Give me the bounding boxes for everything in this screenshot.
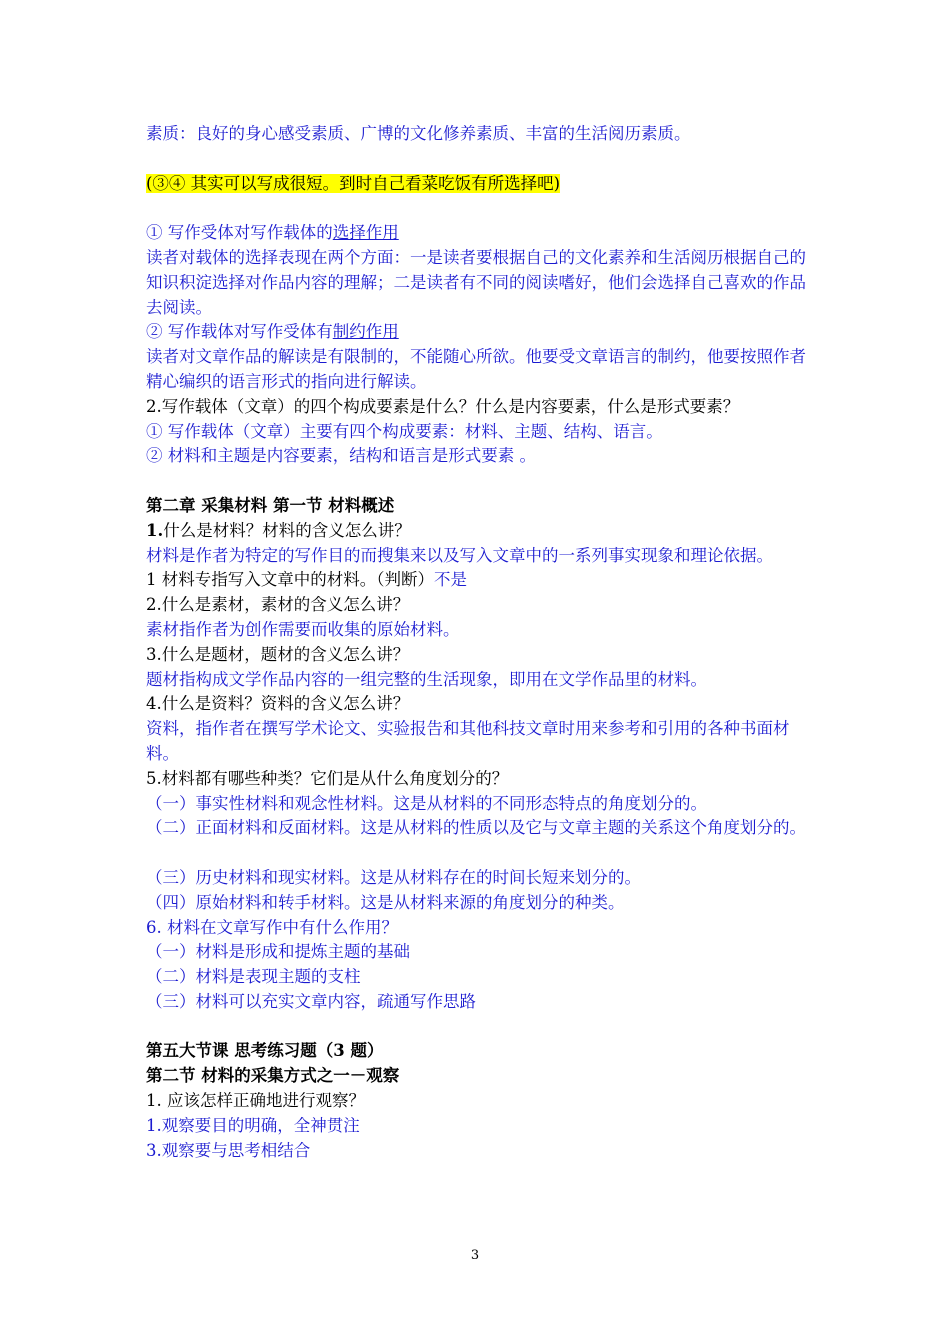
underlined-term: 选择作用 bbox=[332, 223, 399, 243]
question-6: 6. 材料在文章写作中有什么作用？ bbox=[146, 917, 398, 937]
answer-5-item: （一）事实性材料和观念性材料。这是从材料的不同形态特点的角度划分的。 bbox=[146, 793, 707, 813]
question-text: 什么是材料？材料的含义怎么讲？ bbox=[163, 520, 411, 540]
point-restriction-text: ② 写作载体对写作受体有 bbox=[146, 322, 333, 342]
spacer bbox=[146, 469, 816, 494]
judgement-text: 1 材料专指写入文章中的材料。（判断） bbox=[146, 570, 434, 590]
highlighted-text: (③④ 其实可以写成很短。到时自己看菜吃饭有所选择吧) bbox=[146, 173, 561, 193]
answer-5-item: （四）原始材料和转手材料。这是从材料来源的角度划分的种类。 bbox=[146, 892, 625, 912]
judgement-item bbox=[146, 568, 816, 593]
answer-elements-2: ② 材料和主题是内容要素，结构和语言是形式要素 。 bbox=[146, 446, 536, 466]
lesson-heading: 第五大节课 思考练习题（3 题） bbox=[146, 1041, 384, 1061]
point-selection-text: ① 写作受体对写作载体的 bbox=[146, 223, 333, 243]
answer-6-item: （三）材料可以充实文章内容，疏通写作思路 bbox=[146, 991, 476, 1011]
question-number: 1. bbox=[146, 520, 164, 540]
answer-2: 素材指作者为创作需要而收集的原始材料。 bbox=[146, 619, 460, 639]
paragraph-qualities: 素质：良好的身心感受素质、广博的文化修养素质、丰富的生活阅历素质。 bbox=[146, 124, 691, 143]
spacer bbox=[146, 841, 816, 866]
answer-1: 材料是作者为特定的写作目的而搜集来以及写入文章中的一系列事实现象和理论依据。 bbox=[146, 545, 773, 565]
answer-7-item: 3.观察要与思考相结合 bbox=[146, 1140, 311, 1160]
question-4: 4.什么是资料？资料的含义怎么讲？ bbox=[146, 694, 410, 714]
answer-5-item: （二）正面材料和反面材料。这是从材料的性质以及它与文章主题的关系这个角度划分的。 bbox=[146, 818, 806, 838]
page-number: 3 bbox=[470, 1248, 480, 1263]
question-7: 1. 应该怎样正确地进行观察？ bbox=[146, 1091, 365, 1111]
question-3: 3.什么是题材，题材的含义怎么讲？ bbox=[146, 644, 410, 664]
section-heading: 第二节 材料的采集方式之一－观察 bbox=[146, 1066, 400, 1086]
answer-5-item: （三）历史材料和现实材料。这是从材料存在的时间长短来划分的。 bbox=[146, 867, 641, 887]
answer-3: 题材指构成文学作品内容的一组完整的生活现象，即用在文学作品里的材料。 bbox=[146, 669, 707, 689]
judgement-answer: 不是 bbox=[434, 570, 467, 590]
highlight-note bbox=[146, 172, 816, 197]
question-2: 2.什么是素材，素材的含义怎么讲？ bbox=[146, 595, 410, 615]
underlined-term: 制约作用 bbox=[332, 322, 399, 342]
paragraph-selection-detail: 读者对载体的选择表现在两个方面：一是读者要根据自己的文化素养和生活阅历根据自己的知识积淀选择对作品内容的理解；二是读者有不同的阅读嗜好，他们会选择自己喜欢的作品去阅读。 bbox=[146, 247, 806, 317]
point-selection bbox=[146, 221, 816, 246]
page-body bbox=[146, 122, 816, 1163]
spacer bbox=[146, 1015, 816, 1040]
answer-6-item: （二）材料是表现主题的支柱 bbox=[146, 967, 361, 987]
chapter-heading: 第二章 采集材料 第一节 材料概述 bbox=[146, 495, 395, 515]
answer-7-item: 1.观察要目的明确，全神贯注 bbox=[146, 1115, 360, 1135]
spacer bbox=[146, 196, 816, 221]
question-1 bbox=[146, 519, 816, 544]
answer-6-item: （一）材料是形成和提炼主题的基础 bbox=[146, 942, 410, 962]
question-5: 5.材料都有哪些种类？它们是从什么角度划分的？ bbox=[146, 768, 509, 788]
paragraph-restriction-detail: 读者对文章作品的解读是有限制的，不能随心所欲。他要受文章语言的制约，他要按照作者精心编织的语言形式的指向进行解读。 bbox=[146, 347, 806, 391]
point-restriction bbox=[146, 320, 816, 345]
spacer bbox=[146, 147, 816, 172]
question-elements: 2.写作载体（文章）的四个构成要素是什么？什么是内容要素，什么是形式要素？ bbox=[146, 396, 740, 416]
answer-elements-1: ① 写作载体（文章）主要有四个构成要素：材料、主题、结构、语言。 bbox=[146, 421, 663, 441]
answer-4: 资料，指作者在撰写学术论文、实验报告和其他科技文章时用来参考和引用的各种书面材料。 bbox=[146, 719, 790, 763]
